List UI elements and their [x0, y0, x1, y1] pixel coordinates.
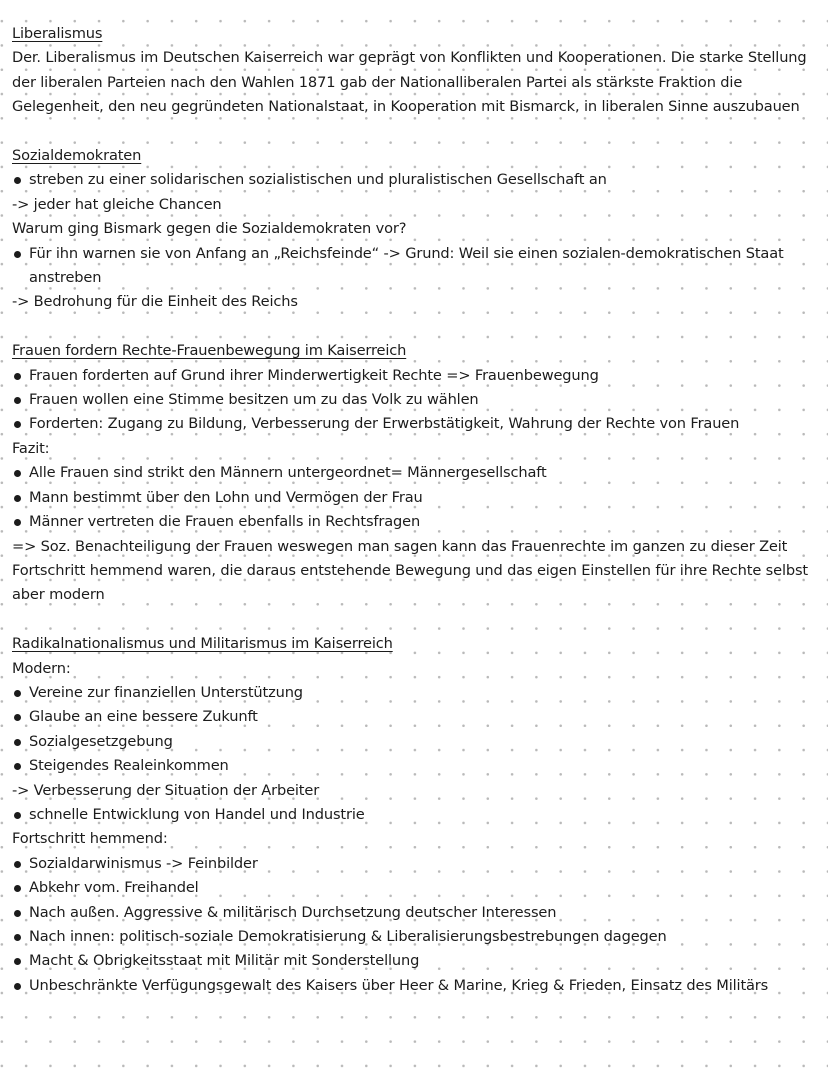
list-item: Steigendes Realeinkommen [12, 754, 814, 778]
arrow-note: -> jeder hat gleiche Chancen [12, 195, 222, 213]
list-item: Glaube an eine bessere Zukunft [12, 705, 814, 729]
section-sozialdemokraten [12, 144, 814, 315]
modern-label: Modern: [12, 659, 71, 677]
list-item: Alle Frauen sind strikt den Männern untergeordnet= Männergesellschaft [12, 461, 814, 485]
list-item: schnelle Entwicklung von Handel und Industrie [12, 803, 814, 827]
section-liberalismus [12, 22, 814, 120]
list-item: Forderten: Zugang zu Bildung, Verbesserung der Erwerbstätigkeit, Wahrung der Rechte von Frauen [12, 412, 814, 436]
list-item: Sozialgesetzgebung [12, 730, 814, 754]
list-item: Nach innen: politisch-soziale Demokratisierung & Liberalisierungsbestrebungen dagegen [12, 925, 814, 949]
list-item: Für ihn warnen sie von Anfang an „Reichsfeinde“ -> Grund: Weil sie einen sozialen-demokratischen Staat anstreben [12, 242, 814, 291]
list-item: Macht & Obrigkeitsstaat mit Militär mit Sonderstellung [12, 949, 814, 973]
arrow-note: -> Verbesserung der Situation der Arbeiter [12, 781, 320, 799]
liberalismus-paragraph: Der. Liberalismus im Deutschen Kaiserreich war geprägt von Konflikten und Kooperationen. Die starke Stellung der liberalen Parteien nach den Wahlen 1871 gab der Nationalliberalen Partei als stärkste Fraktion die Gelegenheit, den neu gegründeten Nationalstaat, in Kooperation mit Bismarck, in liberalen Sinne auszubauen [12, 49, 807, 116]
section-frauen [12, 339, 814, 607]
list-item: Männer vertreten die Frauen ebenfalls in Rechtsfragen [12, 510, 814, 534]
list-item: Vereine zur finanziellen Unterstützung [12, 681, 814, 705]
list-item: Mann bestimmt über den Lohn und Vermögen der Frau [12, 486, 814, 510]
heading-frauen: Frauen fordern Rechte-Frauenbewegung im Kaiserreich [12, 342, 407, 360]
list-item: Abkehr vom. Freihandel [12, 876, 814, 900]
list-item: Frauen forderten auf Grund ihrer Minderwertigkeit Rechte => Frauenbewegung [12, 364, 814, 388]
question-line: Warum ging Bismark gegen die Sozialdemokraten vor? [12, 220, 407, 238]
hemmend-label: Fortschritt hemmend: [12, 830, 168, 848]
fazit-label: Fazit: [12, 439, 50, 457]
list-item: Unbeschränkte Verfügungsgewalt des Kaisers über Heer & Marine, Krieg & Frieden, Einsatz des Militärs [12, 974, 814, 998]
frauen-conclusion: => Soz. Benachteiligung der Frauen weswegen man sagen kann das Frauenrechte im ganzen zu dieser Zeit Fortschritt hemmend waren, die daraus entstehende Bewegung und das eigen Einstellen für ihre Rechte selbst aber modern [12, 537, 808, 604]
section-radikalnationalismus [12, 632, 814, 998]
list-item: Nach außen. Aggressive & militärisch Durchsetzung deutscher Interessen [12, 901, 814, 925]
heading-liberalismus: Liberalismus [12, 25, 103, 42]
list-item: Frauen wollen eine Stimme besitzen um zu das Volk zu wählen [12, 388, 814, 412]
list-item: Sozialdarwinismus -> Feinbilder [12, 852, 814, 876]
heading-sozialdemokraten: Sozialdemokraten [12, 147, 142, 165]
arrow-note: -> Bedrohung für die Einheit des Reichs [12, 293, 298, 311]
list-item: streben zu einer solidarischen sozialistischen und pluralistischen Gesellschaft an [12, 168, 814, 192]
heading-radikalnationalismus: Radikalnationalismus und Militarismus im Kaiserreich [12, 635, 393, 653]
